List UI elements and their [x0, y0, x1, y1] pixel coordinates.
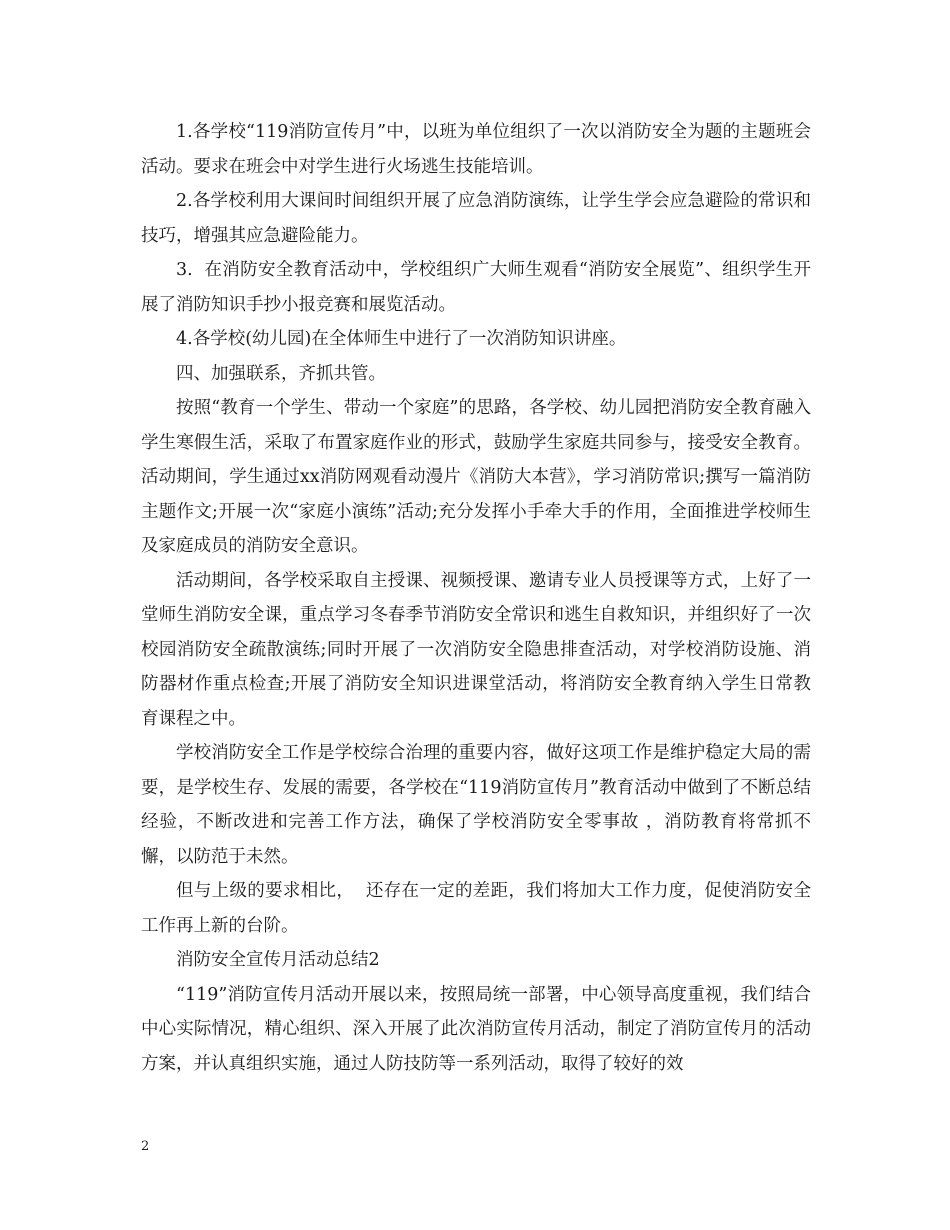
summary-2-title: 消防安全宣传月活动总结2 [176, 950, 380, 970]
section-heading: 四、加强联系，齐抓共管。 [176, 363, 386, 384]
paragraph-activity-period: 活动期间，各学校采取自主授课、视频授课、邀请专业人员授课等方式，上好了一堂师生消防安全课，重点学习冬春季节消防安全常识和逃生自救知识，并组织好了一次校园消防安全疏散演练;同时开展了一次消防安全隐患排查活动，对学校消防设施、消防器材作重点检查;开展了消防安全知识进课堂活动，将消防安全教育纳入学生日常教育课程之中。 [141, 570, 811, 729]
paragraph-school-safety: 学校消防安全工作是学校综合治理的重要内容，做好这项工作是维护稳定大局的需要，是学校生存、发展的需要，各学校在“119消防宣传月”教育活动中做到了不断总结经验，不断改进和完善工作方法，确保了学校消防安全零事故 ，消防教育将常抓不懈，以防范于未然。 [141, 743, 811, 867]
paragraph-family-engagement: 按照“教育一个学生、带动一个家庭”的思路，各学校、幼儿园把消防安全教育融入学生寒假生活，采取了布置家庭作业的形式，鼓励学生家庭共同参与，接受安全教育。活动期间，学生通过xx消防网观看动漫片《消防大本营》，学习消防常识;撰写一篇消防主题作文;开展一次“家庭小演练”活动;充分发挥小手牵大手的作用，全面推进学校师生及家庭成员的消防安全意识。 [141, 398, 811, 556]
paragraph-item-2: 2.各学校利用大课间时间组织开展了应急消防演练，让学生学会应急避险的常识和技巧，增强其应急避险能力。 [141, 191, 811, 246]
paragraph-item-3: 3. 在消防安全教育活动中，学校组织广大师生观看“消防安全展览”、组织学生开展了消防知识手抄小报竞赛和展览活动。 [141, 260, 811, 315]
document-body [141, 115, 811, 1081]
paragraph-summary-2-intro: “119”消防宣传月活动开展以来，按照局统一部署，中心领导高度重视，我们结合中心实际情况，精心组织、深入开展了此次消防宣传月活动，制定了消防宣传月的活动方案，并认真组织实施，通过人防技防等一系列活动，取得了较好的效 [141, 984, 811, 1074]
paragraph-item-1: 1.各学校“119消防宣传月”中，以班为单位组织了一次以消防安全为题的主题班会活动。要求在班会中对学生进行火场逃生技能培训。 [141, 122, 811, 177]
paragraph-item-4: 4.各学校(幼儿园)在全体师生中进行了一次消防知识讲座。 [176, 329, 627, 349]
paragraph-gap-statement: 但与上级的要求相比， 还存在一定的差距，我们将加大工作力度，促使消防安全工作再上新的台阶。 [141, 881, 811, 936]
page-number: 2 [141, 1139, 150, 1154]
